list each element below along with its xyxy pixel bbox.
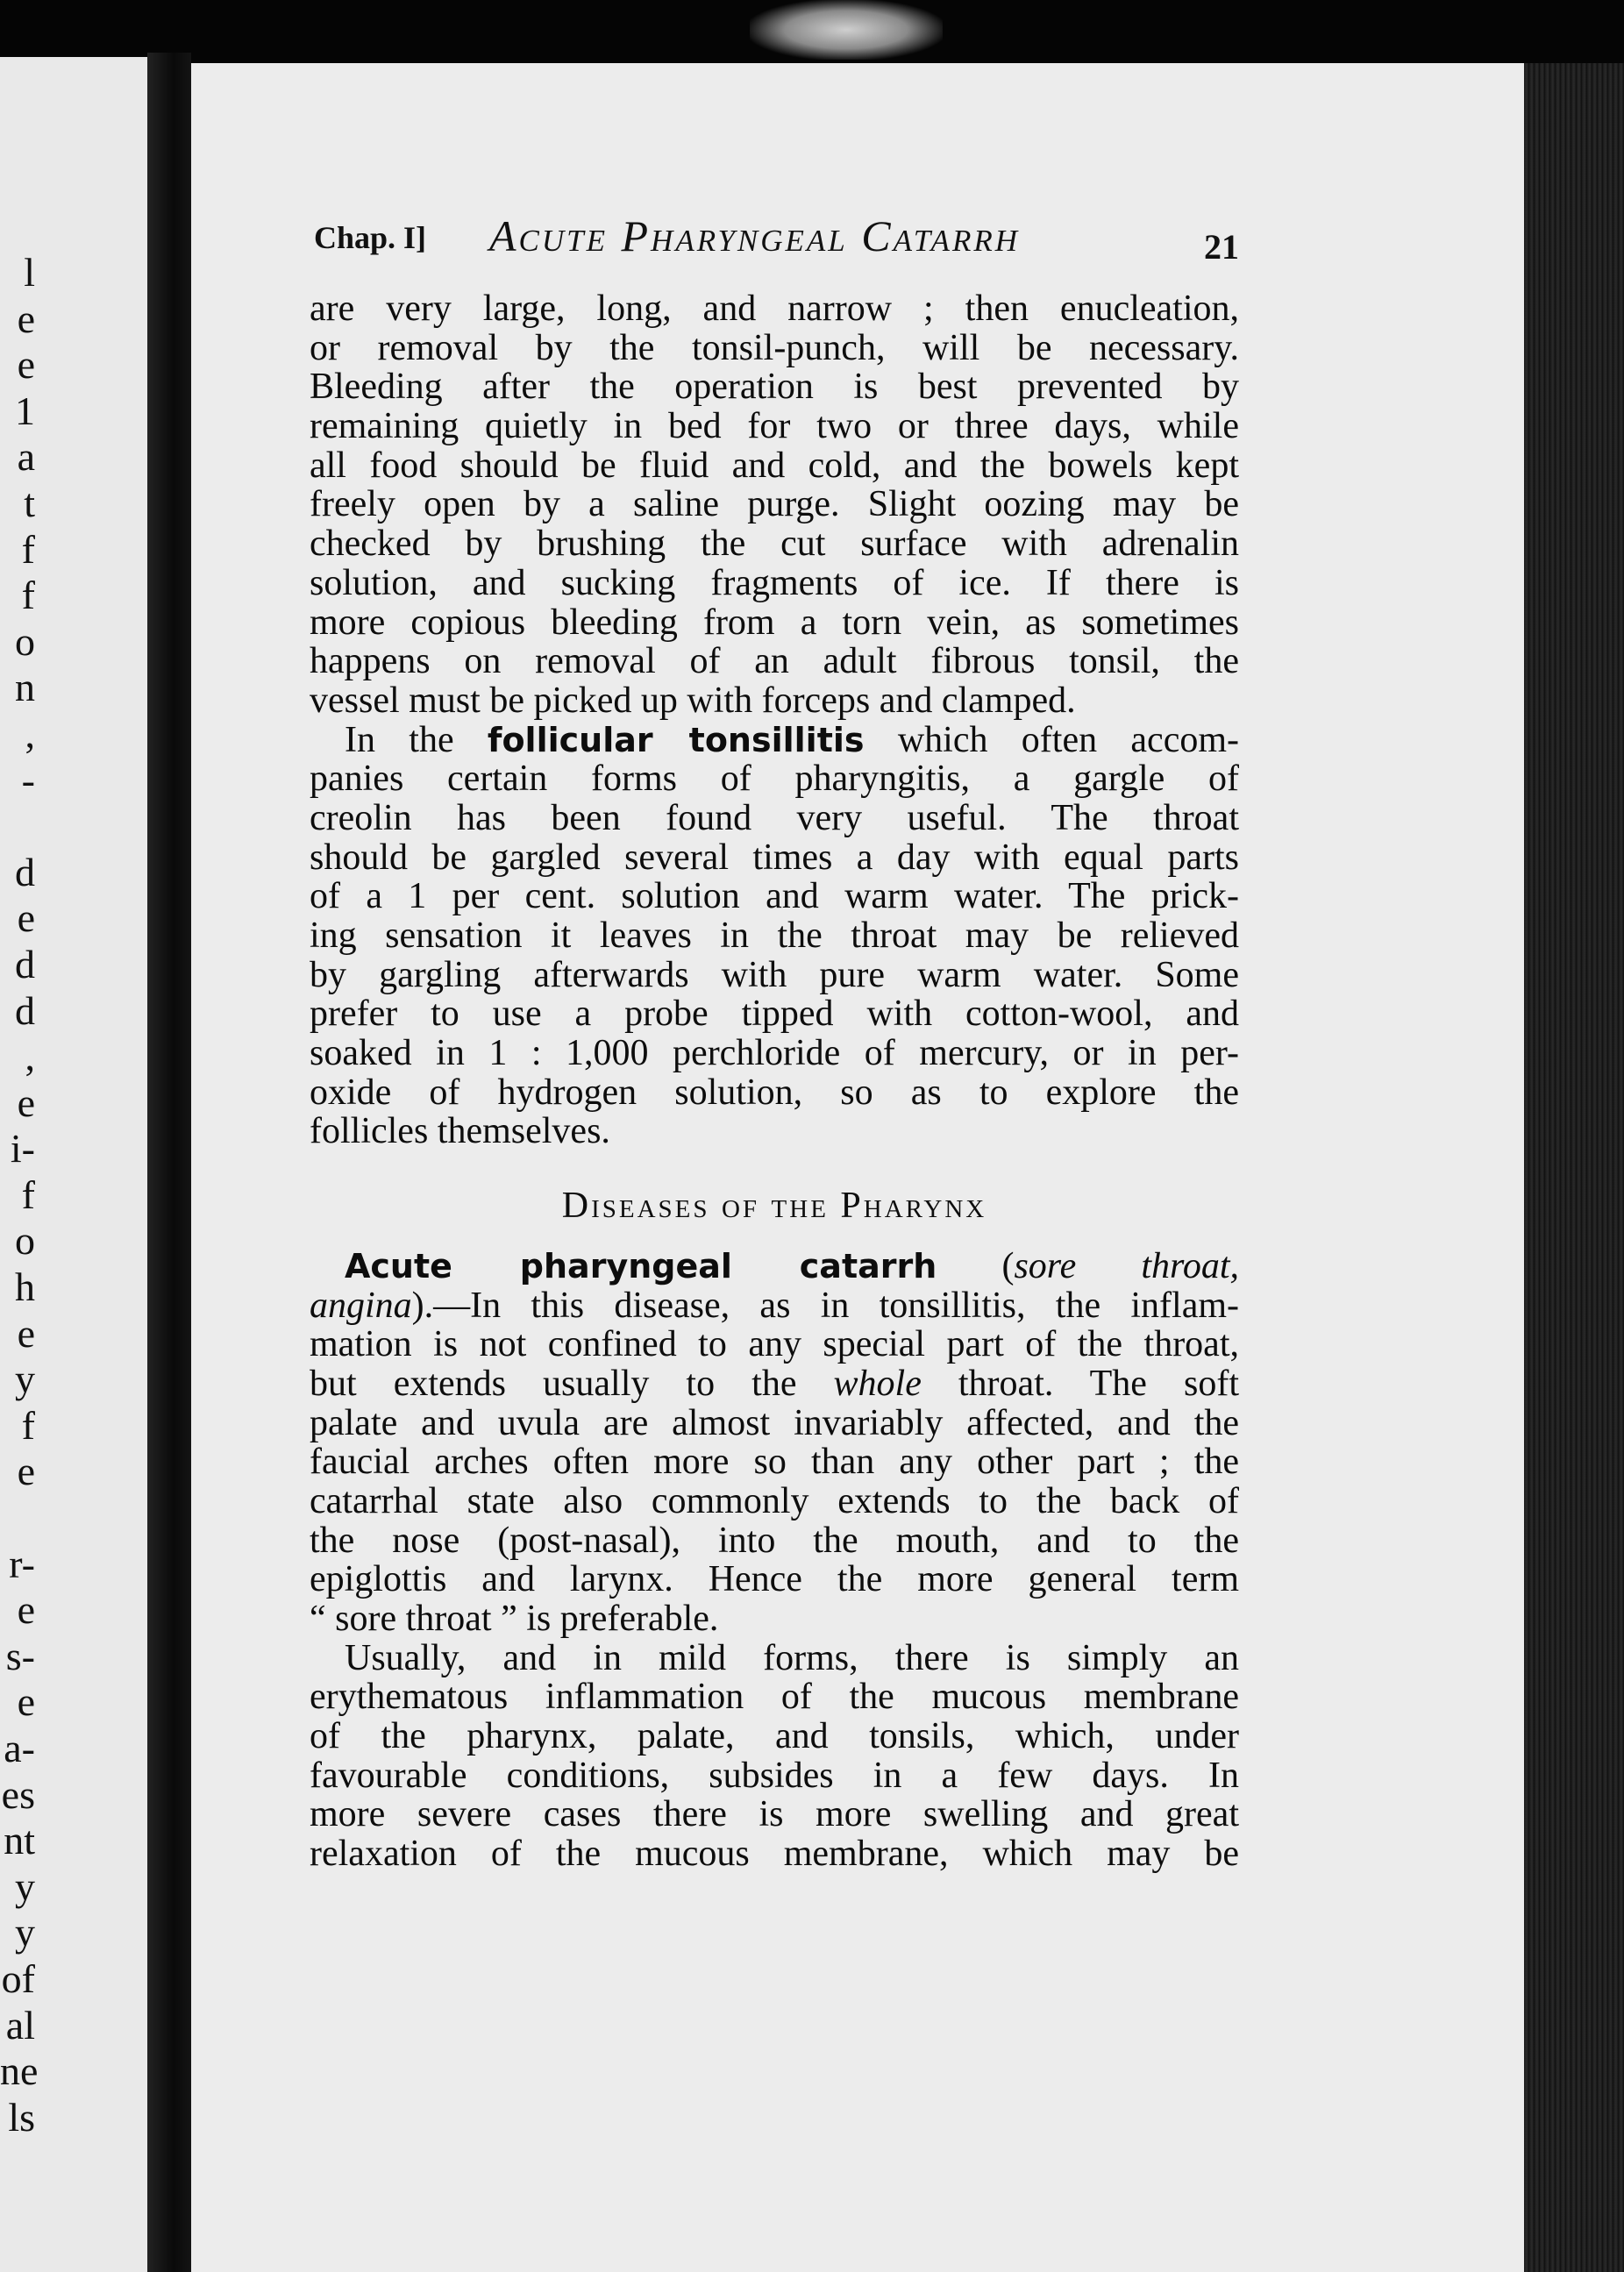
- facing-page-letter: e: [17, 1587, 35, 1633]
- text-run: throat. The soft: [958, 1363, 1239, 1404]
- facing-page-letter: h: [15, 1264, 35, 1310]
- text-run: (: [1001, 1245, 1015, 1286]
- italic-run: whole: [833, 1363, 922, 1404]
- facing-page-letter: r-: [9, 1541, 35, 1586]
- running-header: [314, 209, 1239, 270]
- italic-run: angina: [310, 1285, 412, 1326]
- facing-page-letter: e: [17, 1310, 35, 1356]
- section-heading: Diseases of the Pharynx: [561, 1186, 987, 1227]
- paragraph-follicular-tonsillitis: [310, 721, 1239, 1152]
- facing-page-letter: [0, 1495, 35, 1542]
- text-line: epiglottis and larynx. Hence the more general term: [310, 1559, 1239, 1600]
- facing-page-letter: of: [1, 1955, 35, 2001]
- text-line: by gargling afterwards with pure warm water. Some: [310, 954, 1239, 995]
- page-number: 21: [1204, 227, 1239, 267]
- facing-page-letter: i-: [10, 1126, 35, 1172]
- text-line: happens on removal of an adult fibrous tonsil, the: [310, 641, 1239, 682]
- text-line: [310, 721, 1239, 760]
- paragraph-usually: [310, 1639, 1239, 1874]
- text-line: creolin has been found very useful. The throat: [310, 797, 1239, 838]
- text-line: erythematous inflammation of the mucous membrane: [310, 1677, 1239, 1718]
- text-line: or removal by the tonsil-punch, will be necessary.: [310, 327, 1239, 368]
- text-line: should be gargled several times a day with equal parts: [310, 837, 1239, 878]
- text-line: favourable conditions, subsides in a few days. In: [310, 1755, 1239, 1796]
- book-gutter: [147, 53, 191, 2272]
- text-line: prefer to use a probe tipped with cotton-wool, and: [310, 994, 1239, 1035]
- facing-page-letter: o: [15, 618, 35, 664]
- facing-page-letter: y: [15, 1910, 35, 1955]
- text-line: mation is not confined to any special part of the throat,: [310, 1324, 1239, 1365]
- text-line: the nose (post-nasal), into the mouth, and to the: [310, 1520, 1239, 1561]
- text-run: ).—In this disease, as in tonsillitis, the inflam-: [411, 1285, 1239, 1326]
- text-line: [310, 1286, 1239, 1326]
- facing-page-letter: nt: [4, 1818, 35, 1863]
- text-line: catarrhal state also commonly extends to the back of: [310, 1480, 1239, 1521]
- text-line: [310, 1247, 1239, 1286]
- facing-page-letter: y: [15, 1357, 35, 1402]
- text-line: oxide of hydrogen solution, so as to explore the: [310, 1072, 1239, 1113]
- page-body: [310, 289, 1239, 1874]
- facing-page-letter: s-: [5, 1633, 35, 1678]
- facing-page-letter: [0, 803, 35, 850]
- text-line: palate and uvula are almost invariably affected, and the: [310, 1402, 1239, 1443]
- text-line: “ sore throat ” is preferable.: [310, 1599, 719, 1639]
- facing-page-letter: -: [21, 757, 35, 802]
- facing-page-letter: e: [17, 1079, 35, 1125]
- facing-page-letter: f: [21, 1172, 35, 1217]
- text-line: panies certain forms of pharyngitis, a gargle of: [310, 759, 1239, 800]
- facing-page-letter: e: [17, 296, 35, 341]
- facing-page-letter: d: [15, 987, 35, 1033]
- text-run: which often accom-: [897, 719, 1239, 760]
- facing-page-letter: f: [21, 573, 35, 618]
- paragraph-acute-pharyngeal-catarrh: [310, 1247, 1239, 1639]
- text-line: of the pharynx, palate, and tonsils, which, under: [310, 1716, 1239, 1757]
- italic-run: sore throat,: [1014, 1245, 1239, 1286]
- facing-page-letter: e: [17, 1679, 35, 1725]
- facing-page-letter: y: [15, 1863, 35, 1909]
- facing-page-letter: o: [15, 1218, 35, 1264]
- facing-page-fragment: [0, 57, 149, 2272]
- text-line: vessel must be picked up with forceps and clamped.: [310, 680, 1076, 721]
- running-title: Acute Pharyngeal Catarrh: [489, 211, 1020, 260]
- facing-page-letter: l: [24, 250, 35, 295]
- facing-page-letter: ,: [25, 1034, 35, 1079]
- text-line: faucial arches often more so than any other part ; the: [310, 1442, 1239, 1483]
- chapter-label: Chap. I]: [314, 220, 427, 255]
- text-line: freely open by a saline purge. Slight oozing may be: [310, 484, 1239, 525]
- text-line: solution, and sucking fragments of ice. If there is: [310, 562, 1239, 603]
- text-line: are very large, long, and narrow ; then enucleation,: [310, 288, 1239, 329]
- facing-page-letter: es: [1, 1771, 35, 1817]
- facing-page-letter: a: [17, 434, 35, 480]
- text-line: relaxation of the mucous membrane, which may be: [310, 1834, 1239, 1875]
- facing-page-letter: a-: [4, 1726, 35, 1770]
- bold-term: Acute pharyngeal catarrh: [345, 1246, 937, 1286]
- text-run: In the: [345, 719, 454, 760]
- facing-page-letter: e: [17, 1449, 35, 1494]
- facing-page-letter: f: [21, 1402, 35, 1448]
- page-edges: [1524, 63, 1624, 2272]
- text-line: [310, 1364, 1239, 1404]
- bold-term: follicular tonsillitis: [487, 720, 865, 759]
- paragraph-continuation: [310, 289, 1239, 721]
- facing-page-letters: [0, 250, 39, 2140]
- text-line: of a 1 per cent. solution and warm water. The prick-: [310, 876, 1239, 917]
- facing-page-letter: n: [15, 665, 35, 710]
- text-run: but extends usually to the: [310, 1363, 797, 1404]
- text-line: Usually, and in mild forms, there is simply an: [345, 1637, 1239, 1678]
- text-line: Bleeding after the operation is best prevented by: [310, 367, 1239, 408]
- text-line: follicles themselves.: [310, 1111, 610, 1152]
- facing-page-letter: 1: [15, 388, 35, 433]
- facing-page-letter: ls: [8, 2094, 35, 2140]
- facing-page-letter: ,: [25, 710, 35, 756]
- facing-page-letter: d: [15, 849, 35, 894]
- binding-stain: [750, 0, 943, 60]
- text-line: ing sensation it leaves in the throat may be relieved: [310, 915, 1239, 956]
- text-line: checked by brushing the cut surface with adrenalin: [310, 523, 1239, 565]
- text-line: more severe cases there is more swelling and great: [310, 1794, 1239, 1835]
- text-line: remaining quietly in bed for two or three days, while: [310, 406, 1239, 447]
- facing-page-letter: e: [17, 342, 35, 388]
- facing-page-letter: e: [17, 895, 35, 941]
- facing-page-letter: al: [5, 2002, 35, 2048]
- text-line: more copious bleeding from a torn vein, as sometimes: [310, 602, 1239, 643]
- facing-page-letter: f: [21, 526, 35, 572]
- facing-page-letter: ne: [0, 2048, 39, 2094]
- facing-page-letter: d: [15, 941, 35, 986]
- facing-page-letter: t: [24, 480, 35, 525]
- text-line: soaked in 1 : 1,000 perchloride of mercury, or in per-: [310, 1033, 1239, 1074]
- text-line: all food should be fluid and cold, and the bowels kept: [310, 445, 1239, 486]
